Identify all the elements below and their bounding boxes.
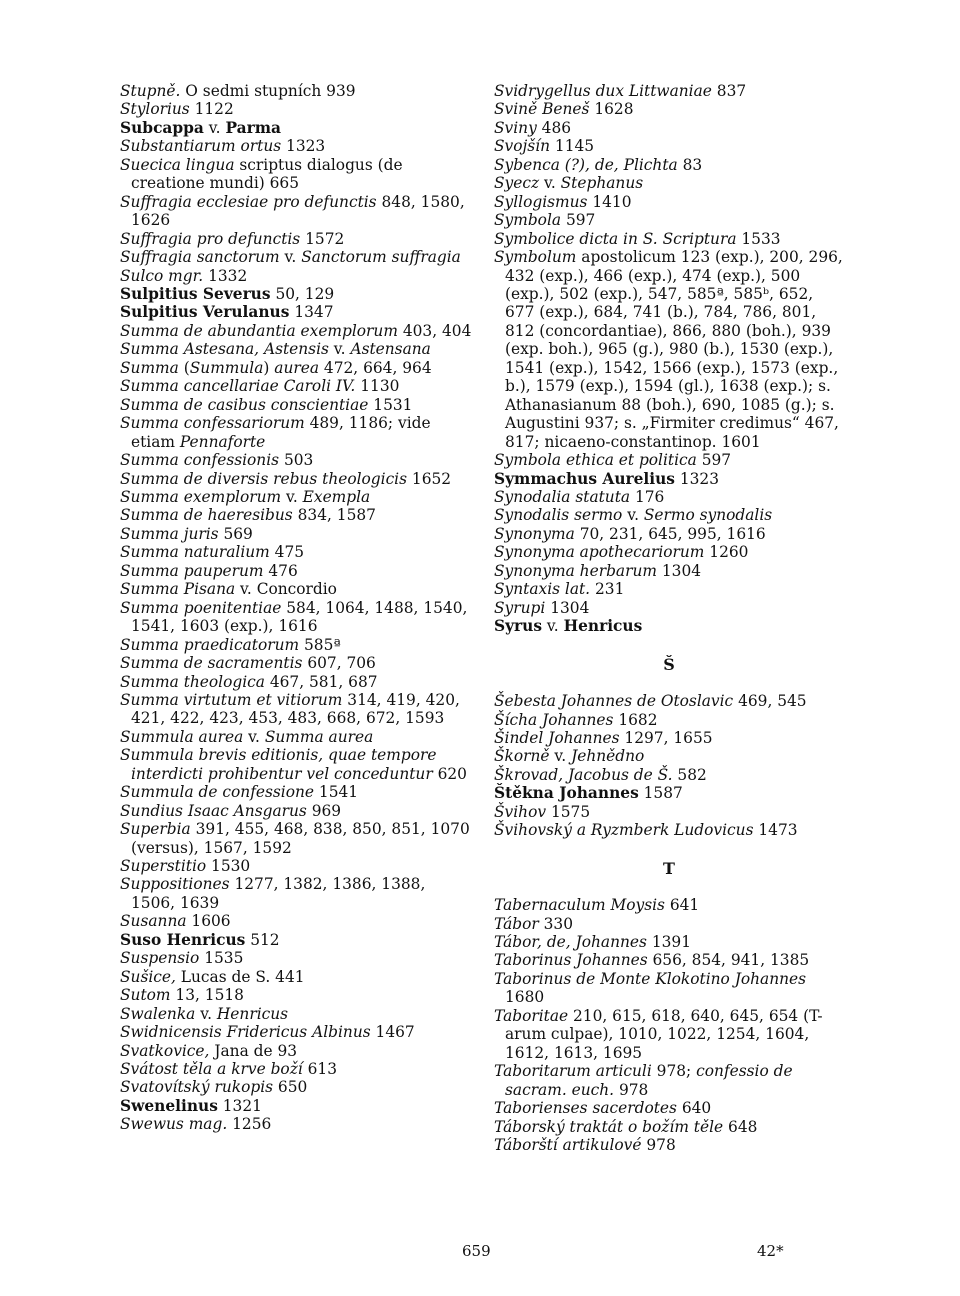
entry-segment: Šindel Johannes bbox=[494, 728, 620, 747]
entry-segment: 472, 664, 964 bbox=[319, 358, 432, 377]
index-entry bbox=[494, 211, 844, 229]
index-entry bbox=[120, 949, 472, 967]
index-entry bbox=[494, 580, 844, 598]
entry-segment: 391, 455, 468, 838, 850, 851, 1070 (versus), 1567, 1592 bbox=[131, 820, 470, 857]
entry-segment: 607, 706 bbox=[302, 654, 376, 673]
index-entry bbox=[120, 193, 472, 230]
index-entry bbox=[494, 137, 844, 155]
entry-segment: Suppositiones bbox=[120, 875, 230, 894]
entry-segment: Summa cancellariae Caroli IV. bbox=[120, 377, 356, 396]
entry-segment: 1533 bbox=[736, 229, 781, 248]
entry-segment: Švihov bbox=[494, 802, 547, 821]
entry-segment: 613 bbox=[302, 1060, 337, 1079]
entry-segment: 1535 bbox=[199, 949, 244, 968]
index-entry bbox=[120, 119, 472, 137]
entry-segment: Suspensio bbox=[120, 949, 200, 968]
entry-segment: Summula aurea bbox=[120, 727, 244, 746]
entry-segment: Svatovítský rukopis bbox=[120, 1078, 274, 1097]
entry-segment: v. Concordio bbox=[235, 580, 337, 599]
entry-segment: Sanctorum suffragia bbox=[301, 248, 461, 267]
entry-segment: Summa aurea bbox=[264, 727, 374, 746]
entry-segment: 1467 bbox=[370, 1023, 415, 1042]
entry-segment: 1587 bbox=[638, 784, 683, 803]
index-entry bbox=[120, 1060, 472, 1078]
entry-segment: 1297, 1655 bbox=[619, 728, 713, 747]
entry-segment: 978 bbox=[614, 1080, 649, 1099]
entry-segment: Summa naturalium bbox=[120, 543, 270, 562]
index-entry bbox=[494, 451, 844, 469]
entry-segment: Škorně bbox=[494, 747, 550, 766]
entry-segment: v. bbox=[279, 248, 302, 267]
entry-segment: 1321 bbox=[217, 1096, 262, 1115]
entry-segment: Škrovad, Jacobus de Š. bbox=[494, 765, 673, 784]
index-entry bbox=[494, 1062, 844, 1099]
entry-segment: Synodalia statuta bbox=[494, 487, 631, 506]
index-entry bbox=[120, 285, 472, 303]
entry-segment: 1145 bbox=[550, 137, 595, 156]
entry-segment: 597 bbox=[696, 451, 732, 470]
entry-segment: Summa virtutum et vitiorum bbox=[120, 690, 343, 709]
index-entry bbox=[494, 562, 844, 580]
section-heading-t: T bbox=[663, 858, 675, 878]
entry-segment: Taboritarum articuli bbox=[494, 1062, 652, 1081]
entry-segment: Summa de diversis rebus theologicis bbox=[120, 469, 408, 488]
entry-segment: Summa pauperum bbox=[120, 561, 264, 580]
index-entry bbox=[494, 156, 844, 174]
entry-segment: Symbolum bbox=[494, 248, 577, 267]
index-entry bbox=[120, 912, 472, 930]
entry-segment: Summa de abundantia exemplorum bbox=[120, 321, 398, 340]
entry-segment: 648 bbox=[723, 1117, 758, 1136]
page-number: 659 bbox=[462, 1242, 491, 1260]
entry-segment: Sundius Isaac Ansgarus bbox=[120, 801, 307, 820]
index-entry bbox=[120, 783, 472, 801]
entry-segment: Summa juris bbox=[120, 524, 219, 543]
entry-segment: Pennaforte bbox=[179, 432, 266, 451]
index-entry bbox=[120, 580, 472, 598]
entry-segment: Stephanus bbox=[560, 174, 644, 193]
entry-segment: Tábor, de, Johannes bbox=[494, 933, 647, 952]
index-entry bbox=[120, 673, 472, 691]
entry-segment: Sulpitius Severus bbox=[120, 284, 271, 303]
index-entry bbox=[120, 267, 472, 285]
index-entry bbox=[120, 340, 472, 358]
index-entry bbox=[494, 711, 844, 729]
entry-segment: Sutom bbox=[120, 986, 171, 1005]
entry-segment: v. bbox=[549, 747, 572, 766]
entry-segment: 1680 bbox=[505, 988, 545, 1007]
index-entry bbox=[494, 543, 844, 561]
index-entry bbox=[494, 470, 844, 488]
entry-segment: Suso Henricus bbox=[120, 930, 246, 949]
index-entry bbox=[120, 1005, 472, 1023]
index-entry bbox=[120, 636, 472, 654]
entry-segment: 1530 bbox=[206, 857, 251, 876]
index-entry bbox=[494, 915, 844, 933]
entry-segment: Summula bbox=[189, 358, 264, 377]
entry-segment: 1575 bbox=[546, 802, 591, 821]
entry-segment: 569 bbox=[218, 524, 253, 543]
entry-segment: 1572 bbox=[300, 229, 345, 248]
index-entry bbox=[120, 986, 472, 1004]
entry-segment: Štěkna Johannes bbox=[494, 784, 639, 803]
entry-segment: v. bbox=[328, 340, 351, 359]
entry-segment: Švihovský a Ryzmberk Ludovicus bbox=[494, 821, 754, 840]
index-entry bbox=[494, 248, 844, 451]
entry-segment: 1682 bbox=[613, 710, 658, 729]
entry-segment: Suffragia ecclesiae pro defunctis bbox=[120, 192, 377, 211]
index-entry bbox=[494, 1136, 844, 1154]
index-entry bbox=[120, 1042, 472, 1060]
entry-segment: 469, 545 bbox=[733, 692, 807, 711]
index-entry bbox=[494, 119, 844, 137]
entry-segment: 837 bbox=[711, 82, 747, 100]
index-entry bbox=[120, 728, 472, 746]
index-entry bbox=[494, 896, 844, 914]
index-entry bbox=[494, 1099, 844, 1117]
entry-segment: 1531 bbox=[368, 395, 413, 414]
entry-segment: 476 bbox=[263, 561, 298, 580]
entry-segment: Superbia bbox=[120, 820, 191, 839]
entry-segment: Henricus bbox=[216, 1004, 289, 1023]
index-entry bbox=[494, 784, 844, 802]
entry-segment: 1304 bbox=[545, 598, 590, 617]
entry-segment: confessio de sacram. euch. bbox=[505, 1062, 793, 1099]
left-column bbox=[120, 82, 472, 1134]
entry-segment: 231 bbox=[590, 580, 625, 599]
entry-segment: Summa theologica bbox=[120, 672, 265, 691]
entry-segment: Syrupi bbox=[494, 598, 546, 617]
entry-segment: Tabernaculum Moysis bbox=[494, 896, 665, 915]
entry-segment: 1332 bbox=[203, 266, 248, 285]
index-entry bbox=[494, 729, 844, 747]
index-entry bbox=[494, 193, 844, 211]
index-entry bbox=[494, 82, 844, 100]
index-entry bbox=[120, 470, 472, 488]
index-entry bbox=[494, 766, 844, 784]
entry-segment: v. bbox=[542, 617, 564, 636]
entry-segment: Sulpitius Verulanus bbox=[120, 303, 290, 322]
entry-segment: Symbola ethica et politica bbox=[494, 451, 697, 470]
entry-segment: Synodalis sermo bbox=[494, 506, 623, 525]
entry-segment: Summa praedicatorum bbox=[120, 635, 300, 654]
index-entry bbox=[494, 933, 844, 951]
entry-segment: Summa Pisana bbox=[120, 580, 236, 599]
entry-segment: Parma bbox=[225, 118, 281, 137]
entry-segment: v. bbox=[203, 118, 226, 137]
entry-segment: 403, 404 bbox=[397, 321, 472, 340]
entry-segment: Šebesta Johannes de Otoslavic bbox=[494, 692, 734, 711]
index-entry bbox=[120, 968, 472, 986]
entry-segment: aurea bbox=[274, 358, 320, 377]
entry-segment: ( bbox=[178, 358, 190, 377]
entry-segment: Summa confessionis bbox=[120, 451, 280, 470]
entry-segment: Stylorius bbox=[120, 100, 190, 119]
entry-segment: v. bbox=[539, 174, 561, 193]
entry-segment: 489, 1186; vide etiam bbox=[131, 414, 431, 451]
entry-segment: 969 bbox=[306, 801, 342, 820]
entry-segment: Suffragia pro defunctis bbox=[120, 229, 301, 248]
entry-segment: 620 bbox=[432, 764, 467, 783]
index-entry bbox=[120, 820, 472, 857]
entry-segment: Summa de sacramentis bbox=[120, 654, 303, 673]
entry-segment: Sulco mgr. bbox=[120, 266, 204, 285]
entry-segment: 641 bbox=[664, 896, 700, 915]
entry-segment: 584, 1064, 1488, 1540, 1541, 1603 (exp.), 1616 bbox=[131, 598, 468, 636]
entry-segment: 467, 581, 687 bbox=[264, 672, 378, 691]
entry-segment: Syecz bbox=[494, 174, 540, 193]
entry-segment: 978; bbox=[651, 1062, 697, 1081]
index-entry bbox=[120, 931, 472, 949]
section-sh-entries bbox=[494, 692, 844, 840]
entry-segment: 503 bbox=[279, 451, 314, 470]
entry-segment: Šícha Johannes bbox=[494, 710, 614, 729]
entry-segment: v. bbox=[195, 1004, 217, 1023]
index-entry bbox=[120, 303, 472, 321]
index-entry bbox=[494, 747, 844, 765]
entry-segment: 13, 1518 bbox=[170, 986, 244, 1005]
entry-segment: v. bbox=[281, 487, 303, 506]
entry-segment: v. bbox=[622, 506, 644, 525]
index-entry bbox=[120, 506, 472, 524]
entry-segment: Sušice, bbox=[120, 967, 176, 986]
index-entry bbox=[120, 654, 472, 672]
index-entry bbox=[120, 414, 472, 451]
entry-segment: Tábor bbox=[494, 914, 539, 933]
index-entry bbox=[120, 1078, 472, 1096]
entry-segment: 1260 bbox=[704, 543, 749, 562]
index-entry bbox=[120, 451, 472, 469]
entry-segment: v. bbox=[243, 727, 265, 746]
entry-segment: Symmachus Aurelius bbox=[494, 469, 675, 488]
index-entry bbox=[120, 525, 472, 543]
entry-segment: O sedmi stupních 939 bbox=[180, 82, 356, 100]
entry-segment: Syrus bbox=[494, 617, 543, 636]
entry-segment: Syllogismus bbox=[494, 192, 588, 211]
entry-segment: Jana de 93 bbox=[209, 1041, 298, 1060]
entry-segment: Synonyma bbox=[494, 524, 575, 543]
index-entry bbox=[120, 156, 472, 193]
entry-segment: 1122 bbox=[189, 100, 234, 119]
entry-segment: Astensana bbox=[350, 340, 431, 359]
entry-segment: Summula brevis editionis, quae tempore interdicti prohibentur vel conceduntur bbox=[120, 746, 437, 783]
index-entry bbox=[494, 970, 844, 1007]
index-entry bbox=[494, 1118, 844, 1136]
index-entry bbox=[120, 230, 472, 248]
entry-segment: Swenelinus bbox=[120, 1096, 218, 1115]
index-entry bbox=[120, 562, 472, 580]
entry-segment: Suecica lingua bbox=[120, 155, 235, 174]
entry-segment: 314, 419, 420, 421, 422, 423, 453, 483, 668, 672, 1593 bbox=[131, 690, 460, 728]
section-t-entries bbox=[494, 896, 844, 1154]
entry-segment: 848, 1580, 1626 bbox=[131, 192, 465, 230]
section-s-entries bbox=[494, 82, 844, 636]
entry-segment: Summa Astesana, Astensis bbox=[120, 340, 329, 359]
entry-segment: 512 bbox=[245, 930, 280, 949]
entry-segment: scriptus dialogus (de creatione mundi) 665 bbox=[131, 155, 403, 193]
entry-segment: 650 bbox=[273, 1078, 308, 1097]
entry-segment: 1652 bbox=[407, 469, 452, 488]
entry-segment: ) bbox=[263, 358, 275, 377]
entry-segment: 70, 231, 645, 995, 1616 bbox=[574, 524, 766, 543]
index-entry bbox=[494, 951, 844, 969]
entry-segment: 1277, 1382, 1386, 1388, 1506, 1639 bbox=[131, 875, 426, 912]
index-entry bbox=[120, 137, 472, 155]
index-entry bbox=[120, 100, 472, 118]
entry-segment: Svátost těla a krve boží bbox=[120, 1060, 303, 1079]
entry-segment: 1323 bbox=[674, 469, 720, 488]
entry-segment: Stupně. bbox=[120, 82, 181, 100]
index-entry bbox=[494, 821, 844, 839]
entry-segment: Svině Beneš bbox=[494, 100, 590, 119]
entry-segment: Jehnědno bbox=[571, 747, 645, 766]
index-entry bbox=[494, 506, 844, 524]
entry-segment: 1541 bbox=[314, 783, 359, 802]
entry-segment: Synonyma herbarum bbox=[494, 561, 657, 580]
entry-segment: Summa bbox=[120, 358, 179, 377]
entry-segment: Subcappa bbox=[120, 118, 204, 137]
entry-segment: Summa de casibus conscientiae bbox=[120, 395, 369, 414]
entry-segment: 1628 bbox=[589, 100, 634, 119]
entry-segment: 640 bbox=[676, 1099, 712, 1118]
right-column bbox=[494, 82, 844, 1154]
entry-segment: Substantiarum ortus bbox=[120, 137, 282, 156]
entry-segment: Summa de haeresibus bbox=[120, 506, 293, 525]
entry-segment: 656, 854, 941, 1385 bbox=[647, 951, 810, 970]
entry-segment: Taborinus de Monte Klokotino Johannes bbox=[494, 969, 807, 988]
entry-segment: apostolicum 123 (exp.), 200, 296, 432 (exp.), 466 (exp.), 474 (exp.), 500 (exp.), 502 (exp.), 547, 585ª, 585ᵇ, 652, 677 (exp.), 684, 741 (b.), 784, 786, 801, 812 (concordantiae), 866, 880 (boh.), 939 (exp. boh.), 965 (g.), 980 (b.), 1530 (exp.), 1541 (exp.), 1542, 1566 (exp.), 1573 (exp., b.), 1579 (exp.), 1594 (gl.), 1638 (exp.); s. Athanasianum 88 (boh.), 690, 1085 (g.); s. Augustini 937; s. „Firmiter credimus“ 467, 817; nicaeno-constantinop. 1601 bbox=[505, 248, 843, 451]
index-entry bbox=[494, 100, 844, 118]
entry-segment: 978 bbox=[641, 1136, 676, 1155]
entry-segment: Summa confessariorum bbox=[120, 414, 305, 433]
entry-segment: 176 bbox=[630, 487, 665, 506]
entry-segment: Swalenka bbox=[120, 1004, 196, 1023]
index-entry bbox=[494, 1007, 844, 1062]
entry-segment: Taborienses sacerdotes bbox=[494, 1099, 677, 1118]
entry-segment: 1347 bbox=[289, 303, 334, 322]
entry-segment: Táborský traktát o božím těle bbox=[494, 1117, 724, 1136]
index-entry bbox=[120, 543, 472, 561]
entry-segment: 1304 bbox=[656, 561, 702, 580]
entry-segment: Sybenca (?), de, Plichta bbox=[494, 155, 678, 174]
entry-segment: 475 bbox=[269, 543, 305, 562]
entry-segment: 1473 bbox=[753, 821, 798, 840]
index-entry bbox=[494, 692, 844, 710]
entry-segment: 83 bbox=[677, 155, 703, 174]
index-entry bbox=[120, 857, 472, 875]
index-entry bbox=[494, 230, 844, 248]
index-entry bbox=[120, 1097, 472, 1115]
entry-segment: 1256 bbox=[227, 1115, 272, 1134]
entry-segment: 585ª bbox=[299, 635, 341, 654]
index-entry bbox=[494, 488, 844, 506]
entry-segment: Táborští artikulové bbox=[494, 1136, 642, 1155]
index-entry bbox=[120, 599, 472, 636]
entry-segment: Sermo synodalis bbox=[643, 506, 773, 525]
index-entry bbox=[120, 1115, 472, 1133]
entry-segment: 1130 bbox=[355, 377, 400, 396]
entry-segment: Susanna bbox=[120, 912, 187, 931]
index-entry bbox=[120, 248, 472, 266]
entry-segment: 486 bbox=[536, 118, 572, 137]
entry-segment: 1410 bbox=[587, 192, 632, 211]
entry-segment: 597 bbox=[561, 211, 596, 230]
entry-segment: Exempla bbox=[302, 487, 371, 506]
entry-segment: 210, 615, 618, 640, 645, 654 (T-arum culpae), 1010, 1022, 1254, 1604, 1612, 1613, 1695 bbox=[505, 1006, 823, 1062]
entry-segment: Swidnicensis Fridericus Albinus bbox=[120, 1023, 371, 1042]
index-entry bbox=[494, 525, 844, 543]
index-entry bbox=[120, 875, 472, 912]
index-entry bbox=[120, 322, 472, 340]
entry-segment: 1606 bbox=[186, 912, 231, 931]
index-entry bbox=[494, 803, 844, 821]
entry-segment: Svojšín bbox=[494, 137, 551, 156]
entry-segment: Svatkovice, bbox=[120, 1041, 210, 1060]
index-entry bbox=[120, 746, 472, 783]
entry-segment: Henricus bbox=[563, 617, 643, 636]
entry-segment: Suffragia sanctorum bbox=[120, 248, 280, 267]
entry-segment: Symbolice dicta in S. Scriptura bbox=[494, 229, 737, 248]
entry-segment: Symbola bbox=[494, 211, 562, 230]
index-entry bbox=[120, 359, 472, 377]
entry-segment: Superstitio bbox=[120, 857, 207, 876]
index-entry bbox=[120, 1023, 472, 1041]
entry-segment: Summa poenitentiae bbox=[120, 598, 282, 617]
index-entry bbox=[120, 396, 472, 414]
entry-segment: 330 bbox=[538, 914, 574, 933]
index-entry bbox=[120, 488, 472, 506]
entry-segment: 1391 bbox=[646, 933, 691, 952]
entry-segment: Svidrygellus dux Littwaniae bbox=[494, 82, 712, 100]
entry-segment: Syntaxis lat. bbox=[494, 580, 591, 599]
signature-mark: 42* bbox=[757, 1242, 784, 1260]
index-entry bbox=[494, 174, 844, 192]
index-entry bbox=[120, 377, 472, 395]
index-entry bbox=[120, 802, 472, 820]
entry-segment: 1323 bbox=[281, 137, 326, 156]
index-entry bbox=[494, 599, 844, 617]
entry-segment: Sviny bbox=[494, 118, 537, 137]
entry-segment: 582 bbox=[672, 765, 707, 784]
entry-segment: Swewus mag. bbox=[120, 1115, 228, 1134]
entry-segment: Summa exemplorum bbox=[120, 487, 282, 506]
section-heading-sh: Š bbox=[663, 654, 675, 674]
entry-segment: Taborinus Johannes bbox=[494, 951, 648, 970]
entry-segment: 834, 1587 bbox=[292, 506, 376, 525]
index-entry bbox=[120, 691, 472, 728]
entry-segment: Taboritae bbox=[494, 1006, 569, 1025]
entry-segment: Summula de confessione bbox=[120, 783, 315, 802]
index-entry bbox=[494, 617, 844, 635]
entry-segment: Synonyma apothecariorum bbox=[494, 543, 705, 562]
index-entry bbox=[120, 82, 472, 100]
entry-segment: 50, 129 bbox=[270, 284, 335, 303]
entry-segment: Lucas de S. 441 bbox=[175, 967, 305, 986]
